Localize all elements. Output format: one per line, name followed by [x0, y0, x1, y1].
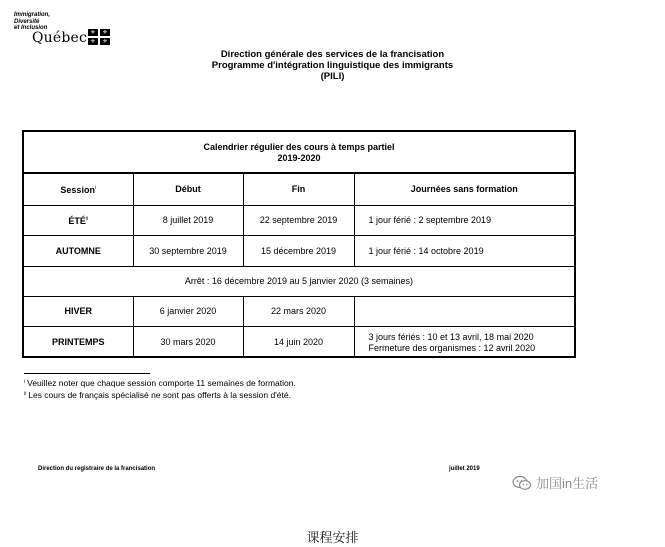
season-ete: ÉTÉ$^{ii}$	[24, 206, 133, 236]
header-line-3: (PILI)	[320, 71, 345, 82]
table-row	[24, 206, 574, 236]
column-header-fin: Fin	[243, 174, 354, 206]
days-off	[354, 297, 574, 327]
footnote-1: $^i$ Veuillez noter que chaque session comporte 11 semaines de formation.	[24, 378, 296, 388]
season-hiver: HIVER	[24, 297, 133, 327]
end-date: 22 septembre 2019	[243, 206, 354, 236]
table-header-row	[24, 174, 574, 206]
wechat-icon	[512, 475, 532, 491]
schedule-grid	[24, 174, 574, 358]
break-row	[24, 267, 574, 297]
days-off: 1 jour férié : 2 septembre 2019	[354, 206, 574, 236]
days-off: 1 jour férié : 14 octobre 2019	[354, 236, 574, 267]
end-date: 14 juin 2020	[243, 327, 354, 359]
fleur-de-lis-flag-icon: ⚜ ⚜ ⚜ ⚜	[88, 29, 110, 45]
document-header	[0, 49, 665, 82]
start-date: 30 septembre 2019	[133, 236, 243, 267]
start-date: 8 juillet 2019	[133, 206, 243, 236]
start-date: 30 mars 2020	[133, 327, 243, 359]
end-date: 22 mars 2020	[243, 297, 354, 327]
break-period: Arrêt : 16 décembre 2019 au 5 janvier 2020 (3 semaines)	[24, 267, 574, 297]
column-header-journees: Journées sans formation	[354, 174, 574, 206]
quebec-wordmark: Québec	[32, 30, 88, 46]
table-row	[24, 236, 574, 267]
column-header-session: Session$^i$	[24, 174, 133, 206]
watermark-text: 加国in生活	[536, 476, 599, 491]
header-line-1: Direction générale des services de la francisation	[220, 49, 445, 60]
image-caption: 课程安排	[306, 530, 359, 545]
wechat-watermark	[512, 473, 598, 492]
footer-date: juillet 2019	[449, 466, 480, 472]
course-calendar-table	[22, 130, 576, 358]
footnote-divider	[24, 373, 150, 374]
footnotes	[24, 377, 296, 401]
season-automne: AUTOMNE	[24, 236, 133, 267]
calendar-title: Calendrier régulier des cours à temps partiel 2019-2020	[24, 132, 574, 174]
season-printemps: PRINTEMPS	[24, 327, 133, 359]
footnote-2: $^{ii}$ Les cours de français spécialisé ne sont pas offerts à la session d'été.	[24, 390, 291, 400]
table-row	[24, 297, 574, 327]
column-header-debut: Début	[133, 174, 243, 206]
days-off: 3 jours fériés : 10 et 13 avril, 18 mai 2020 Fermeture des organismes : 12 avril 2020	[354, 327, 574, 359]
quebec-logo	[14, 12, 124, 48]
ministry-name: Immigration, Diversité et Inclusion	[14, 12, 51, 31]
table-row	[24, 327, 574, 359]
header-line-2: Programme d'intégration linguistique des immigrants	[211, 60, 454, 71]
start-date: 6 janvier 2020	[133, 297, 243, 327]
footer-department: Direction du registraire de la francisation	[38, 466, 156, 472]
end-date: 15 décembre 2019	[243, 236, 354, 267]
